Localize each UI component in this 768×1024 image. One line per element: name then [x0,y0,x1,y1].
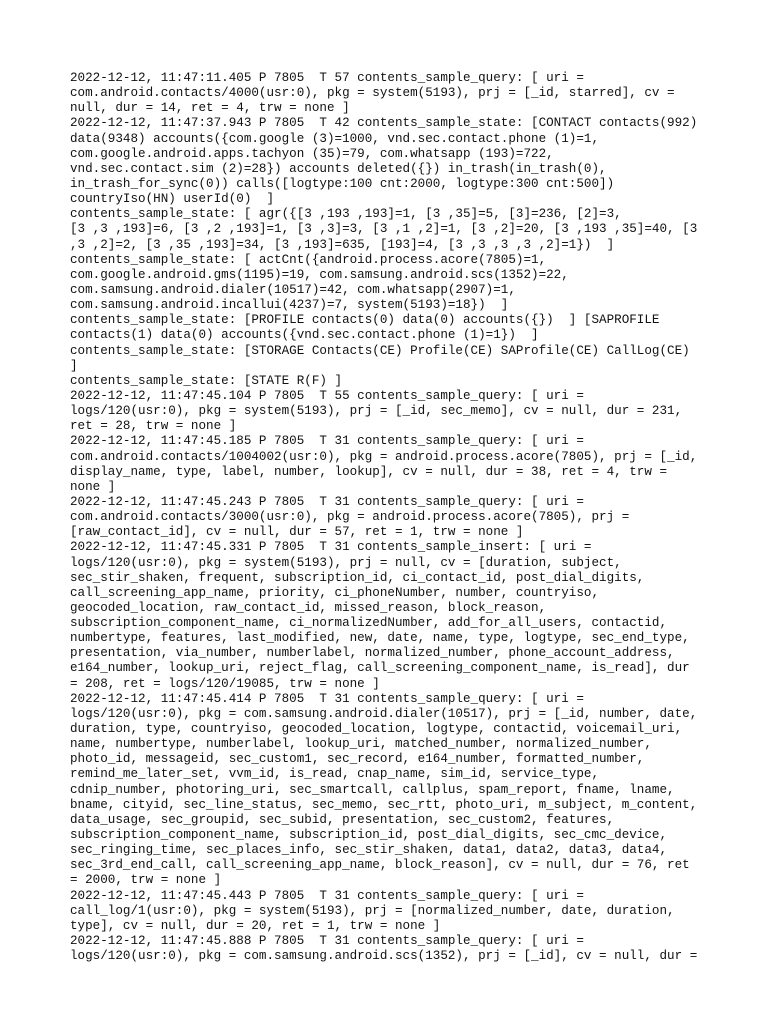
log-line: 2022-12-12, 11:47:45.243 P 7805 T 31 contents_sample_query: [ uri = [70,494,584,509]
log-line: [raw_contact_id], cv = null, dur = 57, ret = 1, trw = none ] [70,525,524,540]
log-line: bname, cityid, sec_line_status, sec_memo, sec_rtt, photo_uri, m_subject, m_content, [70,797,698,812]
log-line: data(9348) accounts({com.google (3)=1000, vnd.sec.contact.phone (1)=1, [70,131,600,146]
log-line: name, numbertype, numberlabel, lookup_uri, matched_number, normalized_number, [70,737,652,752]
log-line: = 208, ret = logs/120/19085, trw = none ] [70,676,380,691]
log-line: com.android.contacts/4000(usr:0), pkg = system(5193), prj = [_id, starred], cv = [70,86,675,101]
log-line: 2022-12-12, 11:47:45.443 P 7805 T 31 contents_sample_query: [ uri = [70,888,584,903]
log-line: 2022-12-12, 11:47:11.405 P 7805 T 57 contents_sample_query: [ uri = [70,71,584,85]
log-line: presentation, via_number, numberlabel, normalized_number, phone_account_address, [70,646,675,661]
log-line: sec_3rd_end_call, call_screening_app_name, block_reason], cv = null, dur = 76, ret [70,858,690,873]
log-line: 2022-12-12, 11:47:45.888 P 7805 T 31 contents_sample_query: [ uri = [70,934,584,949]
log-line: type], cv = null, dur = 20, ret = 1, trw = none ] [70,918,441,933]
log-line: com.google.android.gms(1195)=19, com.samsung.android.scs(1352)=22, [70,267,569,282]
log-line: com.android.contacts/1004002(usr:0), pkg = android.process.acore(7805), prj = [_id, [70,449,698,464]
log-line: numbertype, features, last_modified, new, date, name, type, logtype, sec_end_type, [70,631,690,646]
log-line: ret = 28, trw = none ] [70,419,237,434]
log-line: call_screening_app_name, priority, ci_phoneNumber, number, countryiso, [70,585,600,600]
log-line: ,3 ,2]=2, [3 ,35 ,193]=34, [3 ,193]=635, [193]=4, [3 ,3 ,3 ,3 ,2]=1}) ] [70,237,615,252]
log-line: com.samsung.android.incallui(4237)=7, system(5193)=18}) ] [70,298,509,313]
log-line: logs/120(usr:0), pkg = system(5193), prj = [_id, sec_memo], cv = null, dur = 231, [70,404,683,419]
log-line: contents_sample_state: [ actCnt({android.process.acore(7805)=1, [70,252,547,267]
log-line: countryIso(HN) userId(0) ] [70,192,275,207]
log-line: logs/120(usr:0), pkg = com.samsung.android.scs(1352), prj = [_id], cv = null, dur = [70,949,698,964]
log-line: null, dur = 14, ret = 4, trw = none ] [70,101,350,116]
log-line: contents_sample_state: [ agr({[3 ,193 ,193]=1, [3 ,35]=5, [3]=236, [2]=3, [70,207,622,222]
log-document [70,71,700,964]
log-line: cdnip_number, photoring_uri, sec_smartcall, callplus, spam_report, fname, lname, [70,782,675,797]
log-line: vnd.sec.contact.sim (2)=28}) accounts deleted({}) in_trash(in_trash(0), [70,161,607,176]
log-line: [3 ,3 ,193]=6, [3 ,2 ,193]=1, [3 ,3]=3, [3 ,1 ,2]=1, [3 ,2]=20, [3 ,193 ,35]=40, [3 [70,222,698,237]
log-line: photo_id, messageid, sec_custom1, sec_record, e164_number, formatted_number, [70,752,645,767]
log-line: 2022-12-12, 11:47:45.414 P 7805 T 31 contents_sample_query: [ uri = [70,691,584,706]
log-line: data_usage, sec_groupid, sec_subid, presentation, sec_custom2, features, [70,812,615,827]
log-line: geocoded_location, raw_contact_id, missed_reason, block_reason, [70,600,547,615]
log-line: 2022-12-12, 11:47:45.185 P 7805 T 31 contents_sample_query: [ uri = [70,434,584,449]
log-line: remind_me_later_set, vvm_id, is_read, cnap_name, sim_id, service_type, [70,767,600,782]
log-line: contents_sample_state: [STATE R(F) ] [70,373,343,388]
log-line: none ] [70,479,116,494]
log-line: call_log/1(usr:0), pkg = system(5193), prj = [normalized_number, date, duration, [70,903,675,918]
log-line: display_name, type, label, number, lookup], cv = null, dur = 38, ret = 4, trw = [70,464,668,479]
log-line: 2022-12-12, 11:47:45.331 P 7805 T 31 contents_sample_insert: [ uri = [70,540,592,555]
log-line: e164_number, lookup_uri, reject_flag, call_screening_component_name, is_read], dur [70,661,690,676]
log-line: 2022-12-12, 11:47:37.943 P 7805 T 42 contents_sample_state: [CONTACT contacts(992) [70,116,698,131]
log-line: com.google.android.apps.tachyon (35)=79, com.whatsapp (193)=722, [70,146,554,161]
log-line: duration, type, countryiso, geocoded_location, logtype, contactid, voicemail_uri, [70,722,683,737]
log-line: subscription_component_name, subscription_id, post_dial_digits, sec_cmc_device, [70,828,668,843]
log-line: ] [70,358,78,373]
log-line: in_trash_for_sync(0)) calls([logtype:100 cnt:2000, logtype:300 cnt:500]) [70,176,615,191]
log-line: contents_sample_state: [STORAGE Contacts(CE) Profile(CE) SAProfile(CE) CallLog(CE) [70,343,690,358]
log-line: contents_sample_state: [PROFILE contacts(0) data(0) accounts({}) ] [SAPROFILE [70,313,660,328]
log-line: com.samsung.android.dialer(10517)=42, com.whatsapp(2907)=1, [70,282,516,297]
log-line: = 2000, trw = none ] [70,873,222,888]
log-line: 2022-12-12, 11:47:45.104 P 7805 T 55 contents_sample_query: [ uri = [70,388,584,403]
log-line: sec_ringing_time, sec_places_info, sec_stir_shaken, data1, data2, data3, data4, [70,843,668,858]
log-line: logs/120(usr:0), pkg = system(5193), prj = null, cv = [duration, subject, [70,555,622,570]
log-line: subscription_component_name, ci_normalizedNumber, add_for_all_users, contactid, [70,616,668,631]
log-line: com.android.contacts/3000(usr:0), pkg = android.process.acore(7805), prj = [70,510,630,525]
log-line: logs/120(usr:0), pkg = com.samsung.android.dialer(10517), prj = [_id, number, date, [70,706,698,721]
log-line: sec_stir_shaken, frequent, subscription_id, ci_contact_id, post_dial_digits, [70,570,645,585]
log-line: contacts(1) data(0) accounts({vnd.sec.contact.phone (1)=1}) ] [70,328,539,343]
